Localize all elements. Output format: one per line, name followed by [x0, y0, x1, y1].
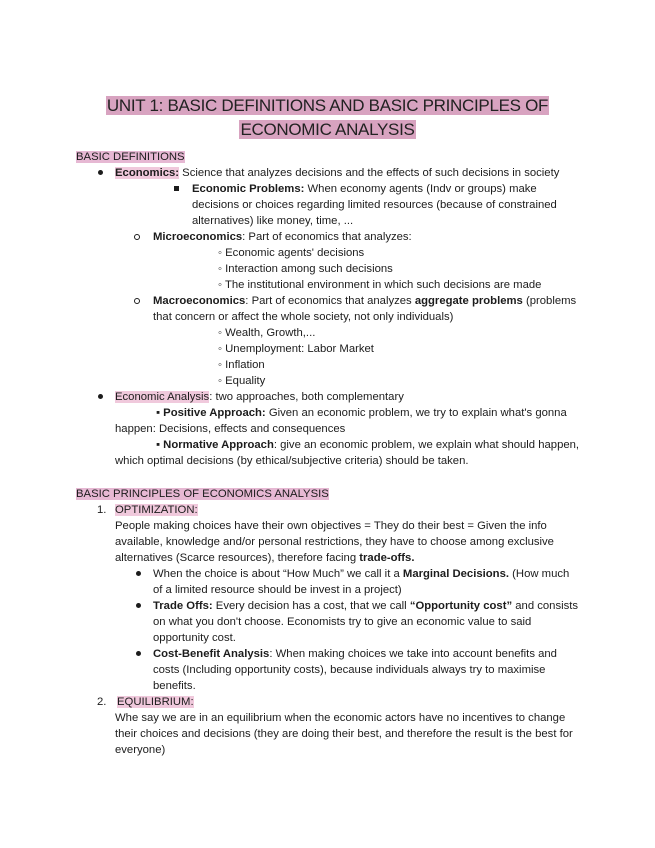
marginal-decisions-line-2: of a limited resource should be invest in a project) [153, 584, 402, 596]
equilibrium-line-1: Whe say we are in an equilibrium when the economic actors have no incentives to change [115, 712, 566, 724]
equilibrium-line-2: their choices and decisions (they are doing their best, and therefore the result is the best for [115, 728, 573, 740]
bullet-icon [136, 651, 141, 656]
trade-offs-line-2: on what you don't choose. Economists try to give an economic value to said [153, 616, 532, 628]
normative-approach-line-2: which optimal decisions (by ethical/subjective criteria) should be taken. [115, 455, 469, 467]
section-heading-basic-definitions: BASIC DEFINITIONS [76, 151, 185, 163]
optimization-paragraph-line-2: available, knowledge and/or personal restrictions, they have to choose among exclusive [115, 536, 554, 548]
optimization-label: OPTIMIZATION: [115, 504, 198, 516]
cost-benefit-line-2: costs (Including opportunity costs), because individuals always try to maximise [153, 664, 546, 676]
cost-benefit-analysis: Cost-Benefit Analysis: When making choices we take into account benefits and [153, 648, 557, 660]
bullet-icon [136, 603, 141, 608]
trade-offs: Trade Offs: Every decision has a cost, that we call “Opportunity cost” and consists [153, 600, 579, 612]
economic-problems-line-2: decisions or choices regarding limited resources (because of constrained [192, 199, 557, 211]
micro-item: ◦ Interaction among such decisions [218, 263, 393, 275]
list-number: 2. [97, 696, 107, 708]
square-bullet-icon [174, 186, 179, 191]
macroeconomics-definition: Macroeconomics: Part of economics that analyzes aggregate problems (problems [153, 295, 577, 307]
economic-problems-line-3: alternatives) like money, time, ... [192, 215, 354, 227]
cost-benefit-line-3: benefits. [153, 680, 196, 692]
optimization-paragraph-line-3: alternatives (Scarce resources), therefore facing trade-offs. [115, 552, 415, 564]
macro-item: ◦ Equality [218, 375, 266, 387]
positive-approach-line-2: happen: Decisions, effects and consequences [115, 423, 346, 435]
macroeconomics-line-2: that concern or affect the whole society, not only individuals) [153, 311, 454, 323]
micro-item: ◦ Economic agents' decisions [218, 247, 365, 259]
micro-item: ◦ The institutional environment in which such decisions are made [218, 279, 542, 291]
macro-item: ◦ Inflation [218, 359, 265, 371]
section-heading-basic-principles: BASIC PRINCIPLES OF ECONOMICS ANALYSIS [76, 488, 329, 500]
bullet-icon [98, 170, 103, 175]
list-number: 1. [97, 504, 107, 516]
macro-item: ◦ Unemployment: Labor Market [218, 343, 374, 355]
hollow-bullet-icon [134, 234, 140, 240]
macro-item: ◦ Wealth, Growth,... [218, 327, 316, 339]
page-title-line-1: UNIT 1: BASIC DEFINITIONS AND BASIC PRINCIPLES OF [106, 96, 549, 115]
equilibrium-line-3: everyone) [115, 744, 166, 756]
positive-approach: ▪ Positive Approach: Given an economic problem, we try to explain what's gonna [156, 407, 567, 419]
normative-approach: ▪ Normative Approach: give an economic problem, we explain what should happen, [156, 439, 580, 451]
trade-offs-line-3: opportunity cost. [153, 632, 236, 644]
bullet-icon [98, 394, 103, 399]
hollow-bullet-icon [134, 298, 140, 304]
bullet-icon [136, 571, 141, 576]
equilibrium-label: EQUILIBRIUM: [117, 696, 194, 708]
marginal-decisions: When the choice is about “How Much” we call it a Marginal Decisions. (How much [153, 568, 570, 580]
economic-analysis-definition: Economic Analysis: two approaches, both complementary [115, 391, 404, 403]
economic-problems-definition: Economic Problems: When economy agents (Indv or groups) make [192, 183, 537, 195]
optimization-paragraph-line-1: People making choices have their own objectives = They do their best = Given the info [115, 520, 547, 532]
economics-definition: Economics: Science that analyzes decisions and the effects of such decisions in society [115, 167, 560, 179]
page-title-line-2: ECONOMIC ANALYSIS [240, 120, 415, 139]
microeconomics-definition: Microeconomics: Part of economics that analyzes: [153, 231, 412, 243]
